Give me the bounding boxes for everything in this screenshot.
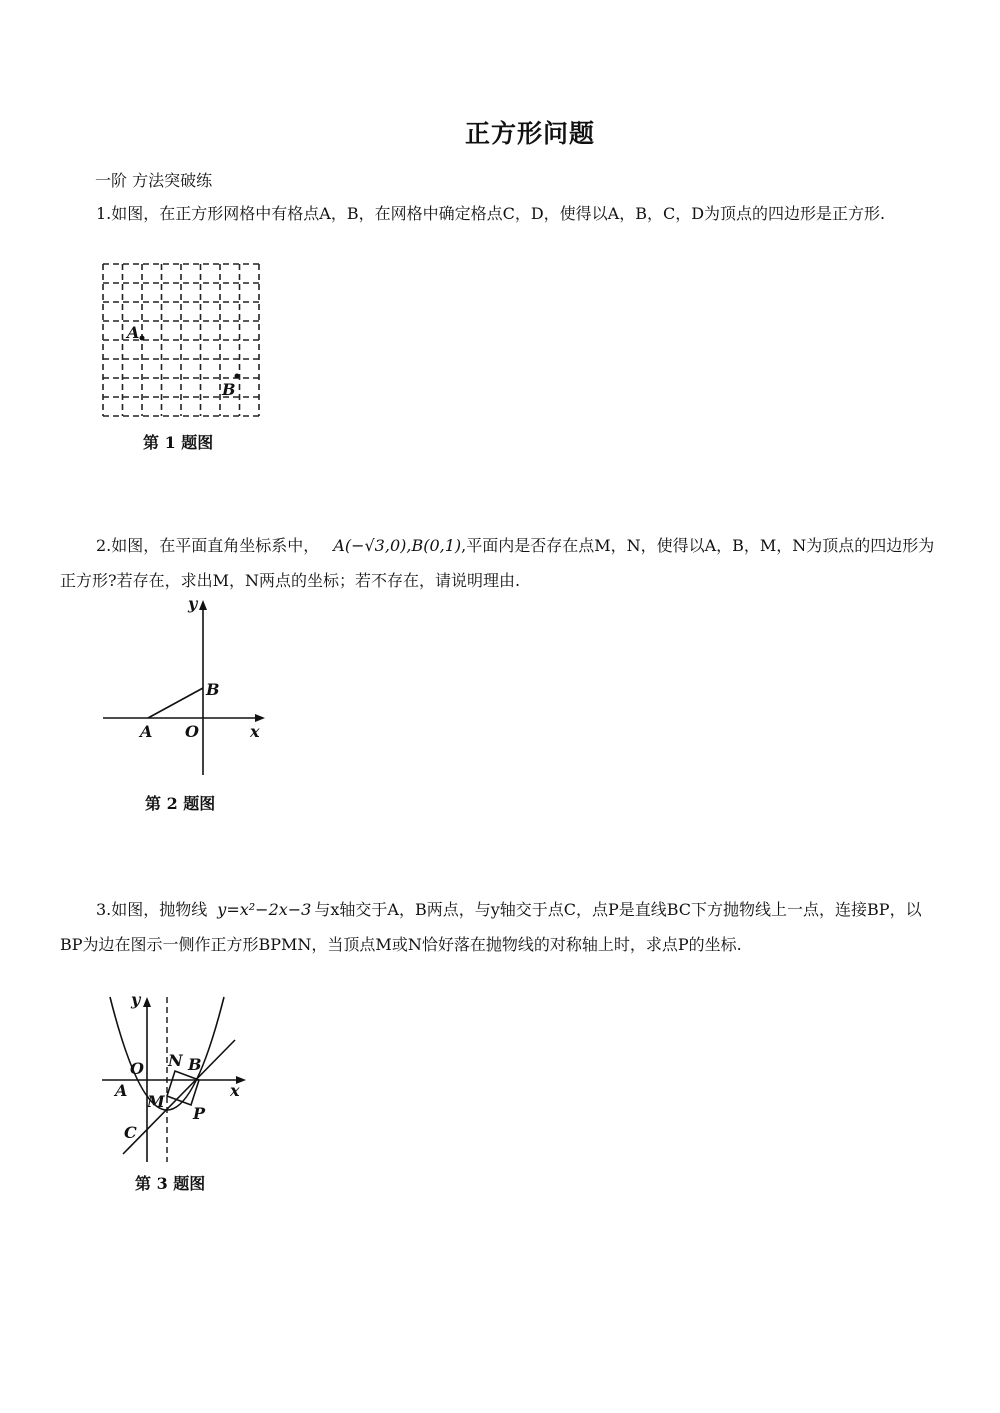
- segment-ab: [148, 688, 203, 718]
- section-heading: 一阶 方法突破练: [95, 171, 213, 190]
- label-b: B: [206, 680, 220, 699]
- label-y: y: [131, 992, 141, 1009]
- label-o: O: [185, 722, 199, 741]
- problem-3-text-before: 3.如图，抛物线: [96, 900, 208, 919]
- problem-2-math: A(−√3,0),B(0,1): [333, 536, 462, 555]
- label-a: A: [115, 1081, 128, 1100]
- problem-3-text-after: 与x轴交于A，B两点，与y轴交于点C，点P是直线BC下方抛物线上一点，连接BP，以BP为边在图示一侧作正方形BPMN，当顶点M或N恰好落在抛物线的对称轴上时，求点P的坐标.: [60, 900, 922, 954]
- y-axis-arrow: [143, 997, 151, 1007]
- x-axis-arrow: [255, 714, 265, 722]
- square-bpmn: [167, 1071, 199, 1105]
- problem-2-text-after: ,平面内是否存在点M，N，使得以A，B，M，N为顶点的四边形为正方形?若存在，求出M，N两点的坐标；若不存在，请说明理由.: [60, 536, 935, 590]
- label-x: x: [230, 1081, 240, 1100]
- figure-2-caption: 第 2 题图: [145, 794, 216, 813]
- figure-1-grid: [95, 258, 270, 426]
- figure-3-parabola: [95, 992, 260, 1167]
- problem-2-text: [60, 528, 940, 598]
- label-m: M: [147, 1092, 165, 1111]
- figure-3-caption: 第 3 题图: [135, 1174, 206, 1193]
- label-b: B: [188, 1055, 202, 1074]
- label-n: N: [168, 1051, 183, 1070]
- point-b-dot: [235, 374, 240, 379]
- point-a-dot: [140, 336, 145, 341]
- label-x: x: [250, 722, 260, 741]
- label-c: C: [124, 1123, 137, 1142]
- problem-3-text: [60, 892, 940, 962]
- label-a: A: [140, 722, 153, 741]
- figure-1-caption: 第 1 题图: [143, 433, 214, 452]
- label-p: P: [193, 1104, 206, 1123]
- problem-3-math: y=x²−2x−3: [217, 900, 312, 919]
- page-title: 正方形问题: [464, 119, 595, 148]
- label-y: y: [188, 595, 198, 613]
- label-a: A: [127, 323, 140, 342]
- figure-2-axes: [95, 595, 275, 785]
- label-o: O: [130, 1059, 144, 1078]
- problem-2-text-before: 2.如图，在平面直角坐标系中，: [96, 536, 320, 555]
- label-b: B: [222, 380, 236, 399]
- problem-1-text: 1.如图，在正方形网格中有格点A，B，在网格中确定格点C，D，使得以A，B，C，D为顶点的四边形是正方形.: [96, 204, 886, 223]
- y-axis-arrow: [199, 600, 207, 610]
